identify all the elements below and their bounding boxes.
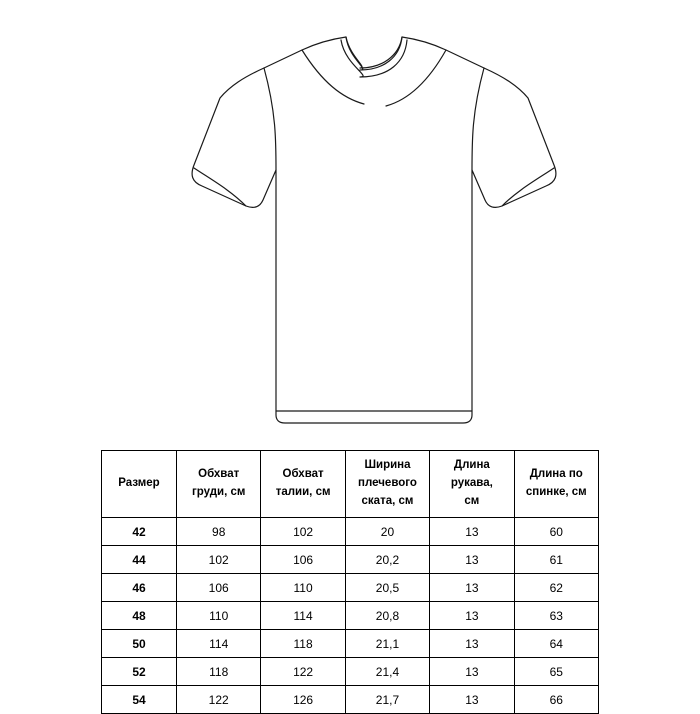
cell-chest: 106 — [177, 574, 261, 602]
header-line: Размер — [118, 477, 160, 490]
size-table-container — [101, 450, 599, 714]
header-line: Длина по — [529, 468, 583, 481]
cell-back: 66 — [514, 686, 598, 714]
header-line: Ширина — [364, 459, 411, 472]
cell-shoulder: 20,5 — [345, 574, 429, 602]
cell-shoulder: 20,8 — [345, 602, 429, 630]
cell-sleeve: 13 — [430, 574, 514, 602]
header-line: талии, см — [275, 486, 331, 498]
cell-chest: 122 — [177, 686, 261, 714]
cell-sleeve: 13 — [430, 518, 514, 546]
header-line: Длина рукава, — [450, 459, 493, 490]
table-row — [102, 630, 599, 658]
table-row — [102, 546, 599, 574]
column-header-shoulder — [345, 451, 429, 518]
cell-waist: 114 — [261, 602, 345, 630]
column-header-chest — [177, 451, 261, 518]
table-header-row — [102, 451, 599, 518]
cell-sleeve: 13 — [430, 658, 514, 686]
column-header-size — [102, 451, 177, 518]
cell-chest: 110 — [177, 602, 261, 630]
cell-shoulder: 21,1 — [345, 630, 429, 658]
size-table-header — [102, 451, 599, 518]
cell-shoulder: 21,7 — [345, 686, 429, 714]
cell-back: 62 — [514, 574, 598, 602]
header-line: см — [464, 494, 480, 507]
cell-size: 44 — [102, 546, 177, 574]
cell-back: 65 — [514, 658, 598, 686]
cell-waist: 126 — [261, 686, 345, 714]
cell-size: 48 — [102, 602, 177, 630]
cell-chest: 118 — [177, 658, 261, 686]
cell-size: 52 — [102, 658, 177, 686]
header-line: Обхват — [282, 468, 324, 481]
cell-size: 50 — [102, 630, 177, 658]
header-line: ската, см — [361, 494, 414, 507]
cell-chest: 114 — [177, 630, 261, 658]
header-line: плечевого — [358, 477, 417, 490]
size-table-body — [102, 518, 599, 714]
cell-waist: 122 — [261, 658, 345, 686]
cell-chest: 98 — [177, 518, 261, 546]
cell-shoulder: 20 — [345, 518, 429, 546]
cell-waist: 106 — [261, 546, 345, 574]
column-header-waist — [261, 451, 345, 518]
table-row — [102, 602, 599, 630]
cell-waist: 118 — [261, 630, 345, 658]
cell-size: 46 — [102, 574, 177, 602]
cell-back: 64 — [514, 630, 598, 658]
cell-waist: 110 — [261, 574, 345, 602]
cell-sleeve: 13 — [430, 602, 514, 630]
cell-size: 42 — [102, 518, 177, 546]
cell-back: 61 — [514, 546, 598, 574]
tshirt-body-outline — [192, 37, 556, 423]
header-line: спинке, см — [525, 486, 587, 498]
cell-sleeve: 13 — [430, 630, 514, 658]
cell-shoulder: 20,2 — [345, 546, 429, 574]
table-row — [102, 574, 599, 602]
size-table — [101, 450, 599, 714]
cell-chest: 102 — [177, 546, 261, 574]
cell-back: 63 — [514, 602, 598, 630]
tshirt-illustration-svg — [150, 20, 570, 440]
cell-shoulder: 21,4 — [345, 658, 429, 686]
header-line: груди, см — [191, 486, 246, 498]
cell-waist: 102 — [261, 518, 345, 546]
cell-back: 60 — [514, 518, 598, 546]
table-row — [102, 658, 599, 686]
column-header-sleeve — [430, 451, 514, 518]
column-header-back — [514, 451, 598, 518]
cell-sleeve: 13 — [430, 686, 514, 714]
table-row — [102, 518, 599, 546]
tshirt-technical-drawing — [150, 20, 570, 440]
cell-sleeve: 13 — [430, 546, 514, 574]
cell-size: 54 — [102, 686, 177, 714]
header-line: Обхват — [198, 468, 240, 481]
